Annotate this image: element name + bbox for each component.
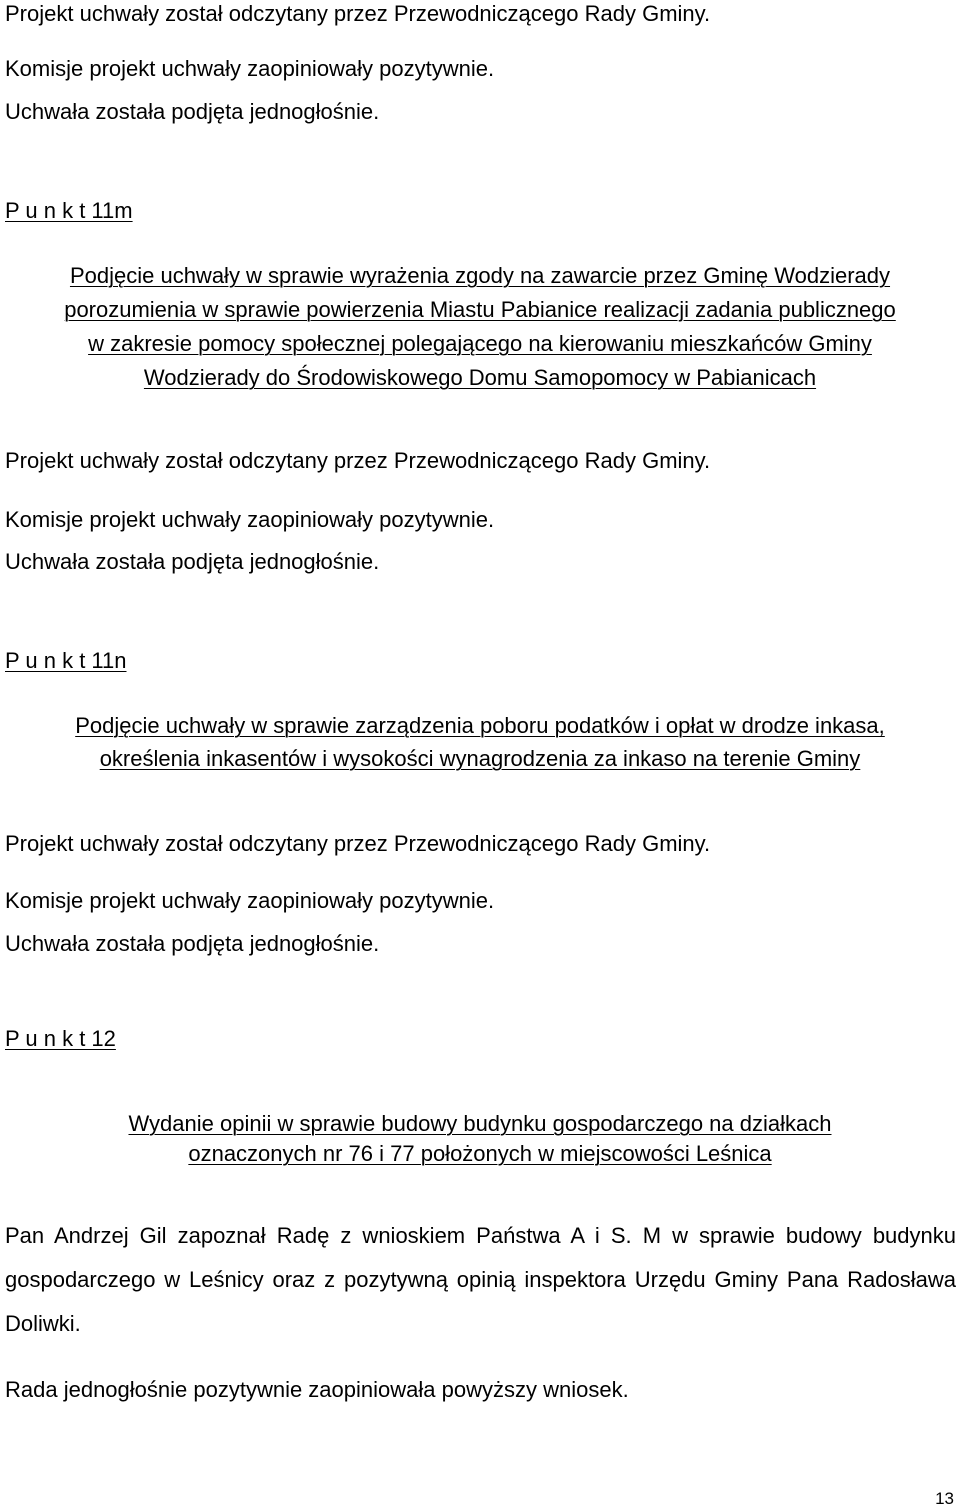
- committees-opinion-text: Komisje projekt uchwały zaopiniowały pozytywnie.: [5, 507, 495, 532]
- punkt-12-title-line: oznaczonych nr 76 i 77 położonych w miejscowości Leśnica: [188, 1141, 772, 1166]
- committees-opinion-text: Komisje projekt uchwały zaopiniowały pozytywnie.: [5, 56, 495, 81]
- resolution-read-text: Projekt uchwały został odczytany przez Przewodniczącego Rady Gminy.: [5, 1, 711, 26]
- punkt-12-title-line: Wydanie opinii w sprawie budowy budynku gospodarczego na działkach: [128, 1111, 832, 1136]
- resolution-read-text: Projekt uchwały został odczytany przez Przewodniczącego Rady Gminy.: [5, 831, 711, 856]
- punkt-11m-heading: P u n k t 11m: [5, 198, 133, 223]
- punkt-11m-title-line: w zakresie pomocy społecznej polegającego na kierowaniu mieszkańców Gminy: [88, 331, 872, 356]
- punkt-11n-title-line: Podjęcie uchwały w sprawie zarządzenia poboru podatków i opłat w drodze inkasa,: [75, 713, 885, 738]
- punkt-11m-title-line: porozumienia w sprawie powierzenia Miastu Pabianice realizacji zadania publicznego: [64, 297, 896, 322]
- resolution-adopted-text: Uchwała została podjęta jednogłośnie.: [5, 549, 380, 574]
- committees-opinion-text: Komisje projekt uchwały zaopiniowały pozytywnie.: [5, 888, 495, 913]
- punkt-11m-title-line: Podjęcie uchwały w sprawie wyrażenia zgody na zawarcie przez Gminę Wodzierady: [69, 263, 891, 288]
- punkt-11m-title-line: Wodzierady do Środowiskowego Domu Samopomocy w Pabianicach: [143, 365, 817, 390]
- resolution-adopted-text: Uchwała została podjęta jednogłośnie.: [5, 931, 380, 956]
- resolution-adopted-text: Uchwała została podjęta jednogłośnie.: [5, 99, 380, 124]
- punkt-12-conclusion: Rada jednogłośnie pozytywnie zaopiniowała powyższy wniosek.: [5, 1377, 629, 1402]
- punkt-12-paragraph: Pan Andrzej Gil zapoznał Radę z wnioskiem Państwa A i S. M w sprawie budowy budynku gospodarczego w Leśnicy oraz z pozytywną opinią inspektora Urzędu Gminy Pana Radosława Doliwki.: [5, 1223, 956, 1336]
- punkt-12-heading: P u n k t 12: [5, 1026, 116, 1051]
- punkt-11n-heading: P u n k t 11n: [5, 648, 127, 673]
- resolution-read-text: Projekt uchwały został odczytany przez Przewodniczącego Rady Gminy.: [5, 448, 711, 473]
- page-number: 13: [935, 1489, 954, 1508]
- punkt-11n-title-line: określenia inkasentów i wysokości wynagrodzenia za inkaso na terenie Gminy: [99, 746, 861, 771]
